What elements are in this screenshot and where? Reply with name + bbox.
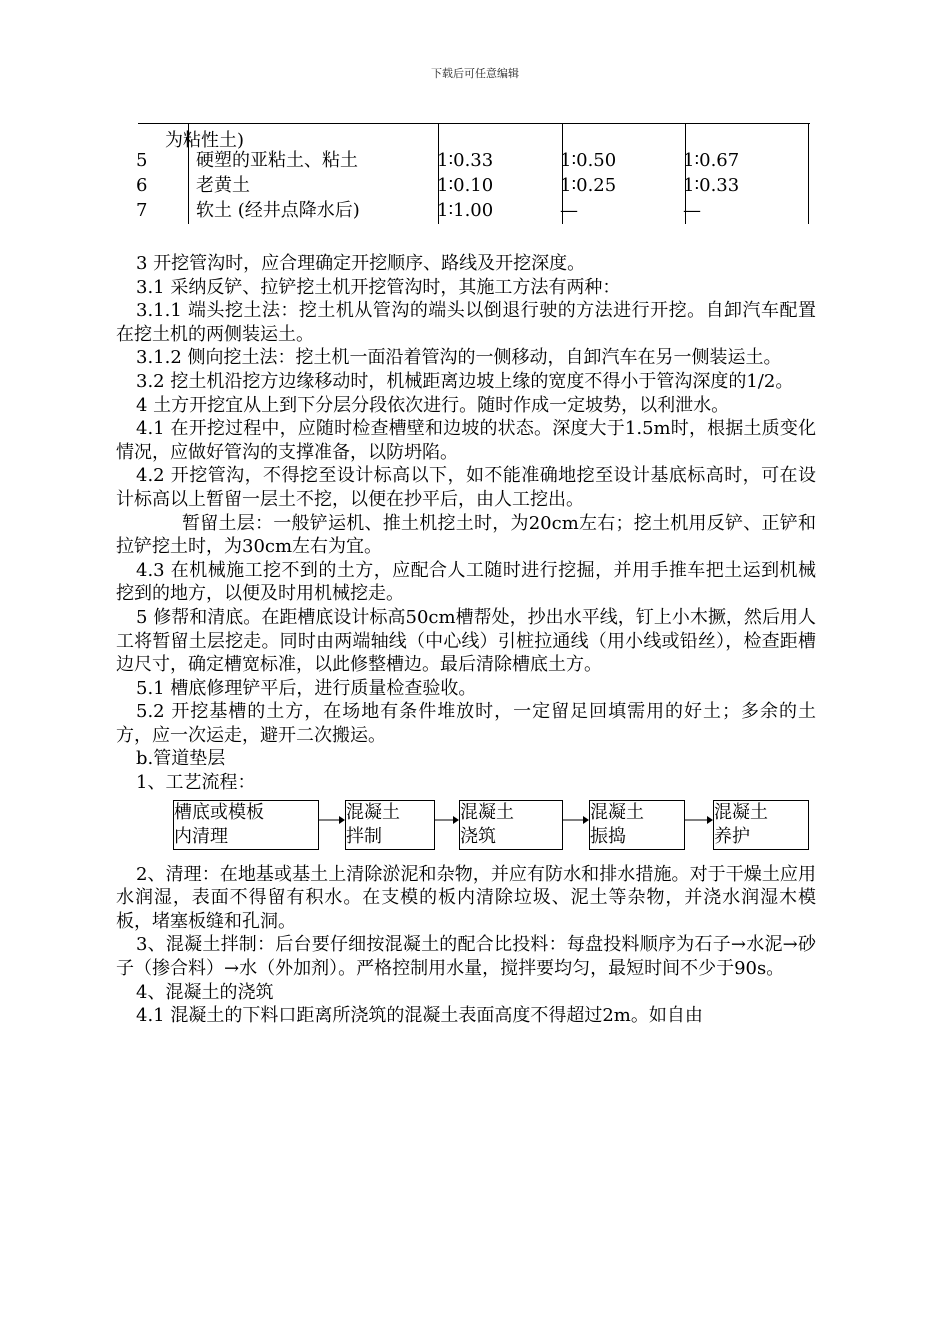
paragraph: 4、混凝土的浇筑 [136, 981, 274, 1003]
paragraph: 3.2 挖土机沿挖方边缘移动时，机械距离边坡上缘的宽度不得小于管沟深度的1/2。 [136, 370, 794, 392]
table-cell-slope: 1∶0.33 [683, 175, 740, 196]
table-cell-slope: 1∶0.67 [683, 150, 740, 171]
paragraph: 4 土方开挖宜从上到下分层分段依次进行。随时作成一定坡势，以利泄水。 [136, 394, 730, 416]
paragraph: 2、清理：在地基或基土上清除淤泥和杂物，并应有防水和排水措施。对于干燥土应用水润湿，表面不得留有积水。在支模的板内清除垃圾、泥土等杂物，并浇水润湿木模板，堵塞板缝和孔洞。 [116, 863, 816, 932]
flow-arrow-icon [685, 812, 713, 828]
paragraph: 3.1.2 侧向挖土法：挖土机一面沿着管沟的一侧移动，自卸汽车在另一侧装运土。 [136, 347, 782, 369]
paragraph: b.管道垫层 [136, 748, 226, 770]
table-cell-slope: 1∶0.33 [437, 150, 494, 171]
table-cell-slope: 1∶1.00 [437, 200, 494, 221]
flow-arrow-icon [435, 812, 459, 828]
table-cell-no: 5 [136, 150, 148, 171]
table-col-divider [808, 124, 809, 224]
table-cell-soil: 老黄土 [196, 175, 250, 196]
paragraph: 4.1 混凝土的下料口距离所浇筑的混凝土表面高度不得超过2m。如自由 [136, 1005, 703, 1027]
table-cell-soil: 软土 (经井点降水后) [196, 200, 360, 221]
table-top-rule [138, 123, 810, 124]
paragraph: 3.1 采纳反铲、拉铲挖土机开挖管沟时，其施工方法有两种： [136, 276, 621, 298]
process-flowchart [116, 797, 816, 855]
paragraph: 暂留土层：一般铲运机、推土机挖土时，为20cm左右；挖土机用反铲、正铲和拉铲挖土时，为30cm左右为宜。 [116, 512, 816, 558]
table-cell-no: 6 [136, 175, 148, 196]
table-cell-slope: 1∶0.10 [437, 175, 494, 196]
table-cell-slope: 1∶0.25 [560, 175, 617, 196]
paragraph: 5.2 开挖基槽的土方，在场地有条件堆放时，一定留足回填需用的好土；多余的土方，应一次运走，避开二次搬运。 [116, 701, 816, 746]
flow-step-vibrate: 混凝土 振捣 [589, 800, 685, 850]
paragraph: 4.3 在机械施工挖不到的土方，应配合人工随时进行挖掘，并用手推车把土运到机械挖到的地方，以便及时用机械挖走。 [116, 559, 816, 605]
flow-arrow-icon [563, 812, 589, 828]
slope-table [0, 0, 950, 240]
table-cell-slope: — [560, 200, 578, 221]
paragraph-group [116, 863, 816, 1028]
paragraph: 1、工艺流程： [136, 772, 256, 794]
page-header: 下载后可任意编辑 [431, 67, 519, 80]
paragraph: 3 开挖管沟时，应合理确定开挖顺序、路线及开挖深度。 [136, 253, 586, 274]
table-cell-slope: — [683, 200, 701, 221]
paragraph: 3.1.1 端头挖土法：挖土机从管沟的端头以倒退行驶的方法进行开挖。自卸汽车配置在挖土机的两侧装运土。 [116, 300, 816, 345]
flow-step-mix: 混凝土 拌制 [345, 800, 435, 850]
table-continued-text: 为粘性土) [165, 130, 245, 151]
paragraph-group [116, 252, 816, 795]
flow-arrow-icon [319, 812, 345, 828]
table-cell-no: 7 [136, 200, 148, 221]
document-body [116, 252, 816, 1028]
paragraph: 5 修帮和清底。在距槽底设计标高50cm槽帮处，抄出水平线，钉上小木撅，然后用人工将暂留土层挖走。同时由两端轴线（中心线）引桩拉通线（用小线或铅丝），检查距槽边尺寸，确定槽宽标准，以此修整槽边。最后清除槽底土方。 [116, 606, 816, 676]
flow-step-cure: 混凝土 养护 [713, 800, 809, 850]
paragraph: 4.2 开挖管沟，不得挖至设计标高以下，如不能准确地挖至设计基底标高时，可在设计标高以上暂留一层土不挖，以便在抄平后，由人工挖出。 [116, 465, 816, 510]
paragraph: 4.1 在开挖过程中，应随时检查槽壁和边坡的状态。深度大于1.5m时，根据土质变化情况，应做好管沟的支撑准备，以防坍陷。 [116, 418, 816, 463]
table-cell-soil: 硬塑的亚粘土、粘土 [196, 150, 358, 171]
flow-step-pour: 混凝土 浇筑 [459, 800, 563, 850]
table-cell-slope: 1∶0.50 [560, 150, 617, 171]
paragraph: 3、混凝土拌制：后台要仔细按混凝土的配合比投料：每盘投料顺序为石子→水泥→砂子（掺合料）→水（外加剂）。严格控制用水量，搅拌要均匀，最短时间不少于90s。 [116, 934, 816, 980]
flow-step-clean: 槽底或模板 内清理 [173, 800, 319, 850]
paragraph: 5.1 槽底修理铲平后，进行质量检查验收。 [136, 677, 477, 699]
